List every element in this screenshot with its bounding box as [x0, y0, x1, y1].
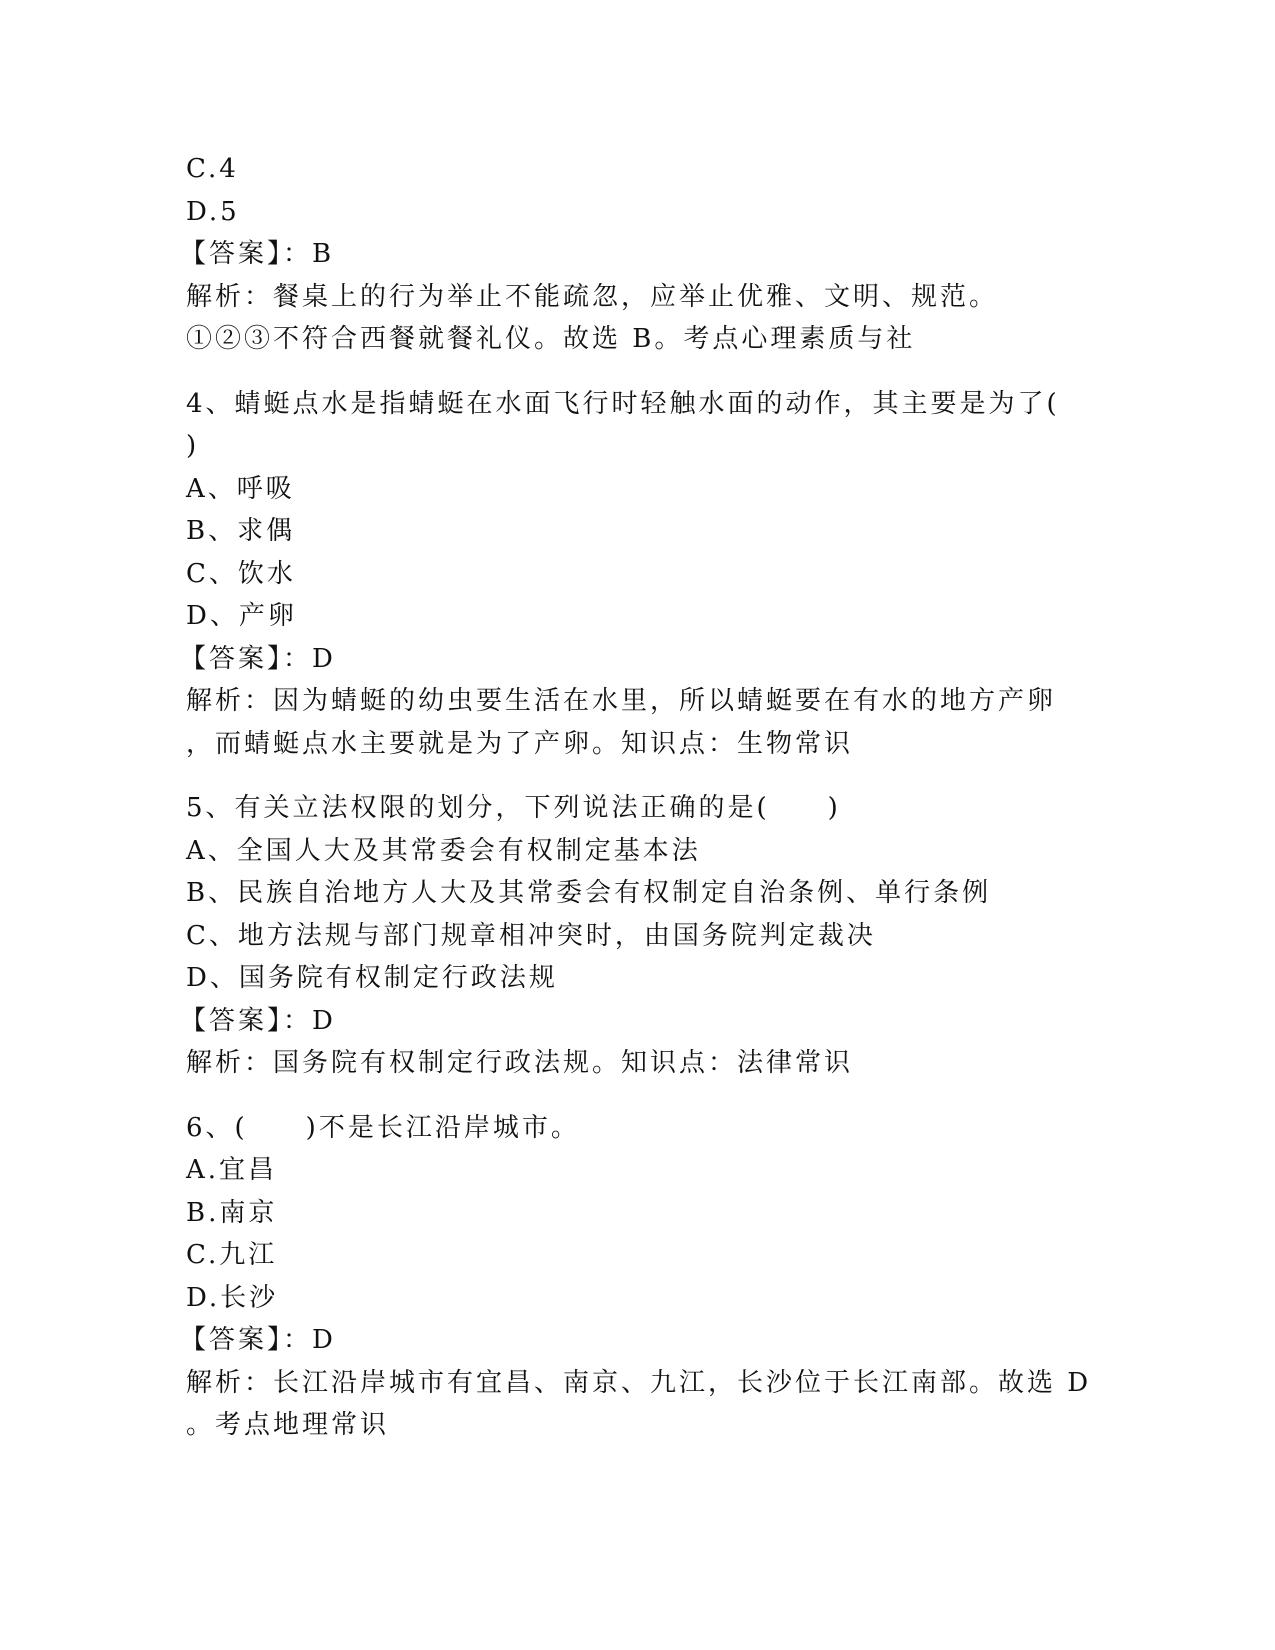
- spacer: [186, 361, 1106, 383]
- question-6: [180, 1107, 1106, 1447]
- option-a: A.宜昌: [186, 1155, 278, 1185]
- option-b: B、民族自治地方人大及其常委会有权制定自治条例、单行条例: [186, 878, 992, 908]
- option-a: A、呼吸: [186, 473, 295, 504]
- document-content: [180, 148, 1106, 1447]
- option-a: A、全国人大及其常委会有权制定基本法: [186, 835, 701, 866]
- option-b: B、求偶: [186, 516, 296, 546]
- option-c: C、地方法规与部门规章相冲突时，由国务院判定裁决: [186, 920, 876, 951]
- spacer: [186, 1085, 1106, 1107]
- question-5: [180, 787, 1106, 1085]
- answer-line: 【答案】：D: [180, 1325, 336, 1355]
- analysis-line: 解析：国务院有权制定行政法规。知识点：法律常识: [186, 1048, 854, 1078]
- analysis-line: ①②③不符合西餐就餐礼仪。故选 B。考点心理素质与社: [186, 324, 916, 354]
- answer-line: 【答案】：D: [180, 643, 336, 674]
- question-stem: 5、有关立法权限的划分，下列说法正确的是( ): [186, 793, 841, 823]
- spacer: [186, 765, 1106, 787]
- option-d: D.5: [186, 196, 240, 227]
- option-c: C、饮水: [186, 558, 296, 589]
- answer-line: 【答案】：B: [180, 239, 335, 269]
- analysis-line: 解析：长江沿岸城市有宜昌、南京、九江，长沙位于长江南部。故选 D: [186, 1367, 1092, 1398]
- analysis-line: 解析：因为蜻蜓的幼虫要生活在水里，所以蜻蜓要在有水的地方产卵: [186, 686, 1057, 716]
- question-3-tail: [180, 148, 1106, 361]
- question-4: [180, 383, 1106, 766]
- question-stem: 6、( )不是长江沿岸城市。: [186, 1112, 580, 1143]
- option-c: C.4: [186, 154, 239, 184]
- option-b: B.南京: [186, 1197, 278, 1228]
- option-d: D、产卵: [186, 601, 297, 631]
- answer-line: 【答案】：D: [180, 1005, 336, 1036]
- question-stem: 4、蜻蜓点水是指蜻蜓在水面飞行时轻触水面的动作，其主要是为了(: [186, 388, 1060, 419]
- option-d: D、国务院有权制定行政法规: [186, 963, 558, 993]
- option-d: D.长沙: [186, 1282, 279, 1313]
- analysis-line: ，而蜻蜓点水主要就是为了产卵。知识点：生物常识: [186, 728, 854, 759]
- analysis-line: 。考点地理常识: [186, 1410, 390, 1440]
- option-c: C.九江: [186, 1240, 278, 1270]
- question-stem: ): [186, 431, 200, 461]
- analysis-line: 解析：餐桌上的行为举止不能疏忽，应举止优雅、文明、规范。: [186, 281, 999, 312]
